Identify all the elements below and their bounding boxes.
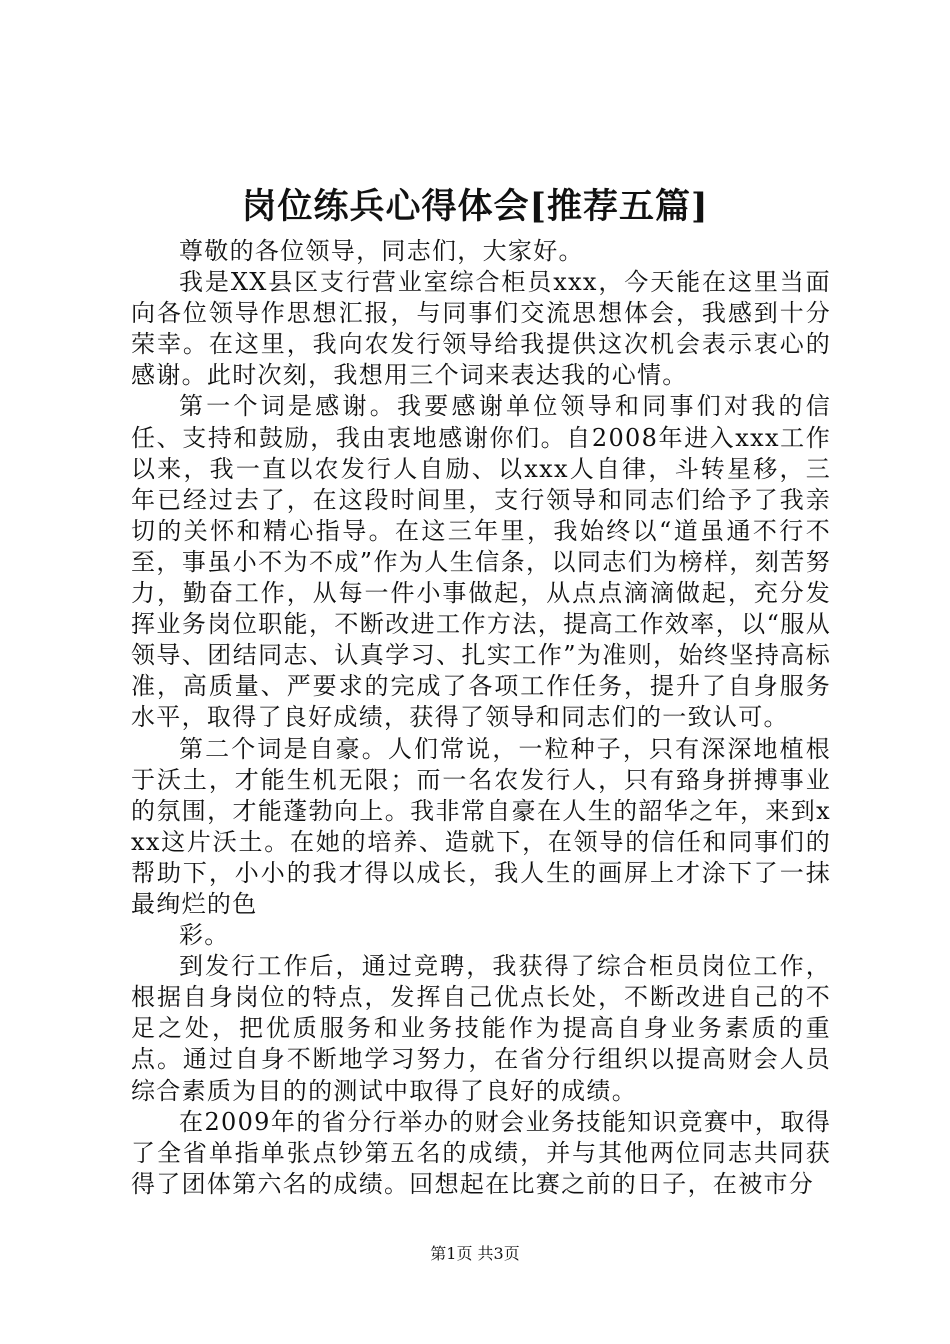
paragraph-pride-continuation: 彩。 xyxy=(179,921,230,950)
document-body xyxy=(131,236,831,1200)
paragraph-gratitude: 第一个词是感谢。我要感谢单位领导和同事们对我的信任、支持和鼓励，我由衷地感谢你们。自2008年进入xxx工作以来，我一直以农发行人自励、以xxx人自律，斗转星移，三年已经过去了，在这段时间里，支行领导和同志们给予了我亲切的关怀和精心指导。在这三年里，我始终以“道虽通不行不至，事虽小不为不成”作为人生信条，以同志们为榜样，刻苦努力，勤奋工作，从每一件小事做起，从点点滴滴做起，充分发挥业务岗位职能，不断改进工作方法，提高工作效率，以“服从领导、团结同志、认真学习、扎实工作”为准则，始终坚持高标准，高质量、严要求的完成了各项工作任务，提升了自身服务水平，取得了良好成绩，获得了领导和同志们的一致认可。 xyxy=(131,392,831,732)
paragraph-competition: 在2009年的省分行举办的财会业务技能知识竞赛中，取得了全省单指单张点钞第五名的成绩，并与其他两位同志共同获得了团体第六名的成绩。回想起在比赛之前的日子，在被市分 xyxy=(131,1107,831,1198)
paragraph-teller-work: 到发行工作后，通过竞聘，我获得了综合柜员岗位工作，根据自身岗位的特点，发挥自己优点长处，不断改进自己的不足之处，把优质服务和业务技能作为提高自身业务素质的重点。通过自身不断地学习努力，在省分行组织以提高财会人员综合素质为目的的测试中取得了良好的成绩。 xyxy=(131,952,831,1105)
paragraph-greeting: 尊敬的各位领导，同志们，大家好。 xyxy=(179,237,584,265)
paragraph-introduction: 我是XX县区支行营业室综合柜员xxx，今天能在这里当面向各位领导作思想汇报，与同事们交流思想体会，我感到十分荣幸。在这里，我向农发行领导给我提供这次机会表示衷心的感谢。此时次刻，我想用三个词来表达我的心情。 xyxy=(131,268,831,390)
page-number: 第1页 共3页 xyxy=(430,1244,520,1263)
paragraph-pride: 第二个词是自豪。人们常说，一粒种子，只有深深地植根于沃土，才能生机无限；而一名农发行人，只有臵身拼搏事业的氛围，才能蓬勃向上。我非常自豪在人生的韶华之年，来到xxx这片沃土。在她的培养、造就下，在领导的信任和同事们的帮助下，小小的我才得以成长，我人生的画屏上才涂下了一抹最绚烂的色 xyxy=(131,734,831,918)
document-title: 岗位练兵心得体会[推荐五篇] xyxy=(241,186,709,227)
